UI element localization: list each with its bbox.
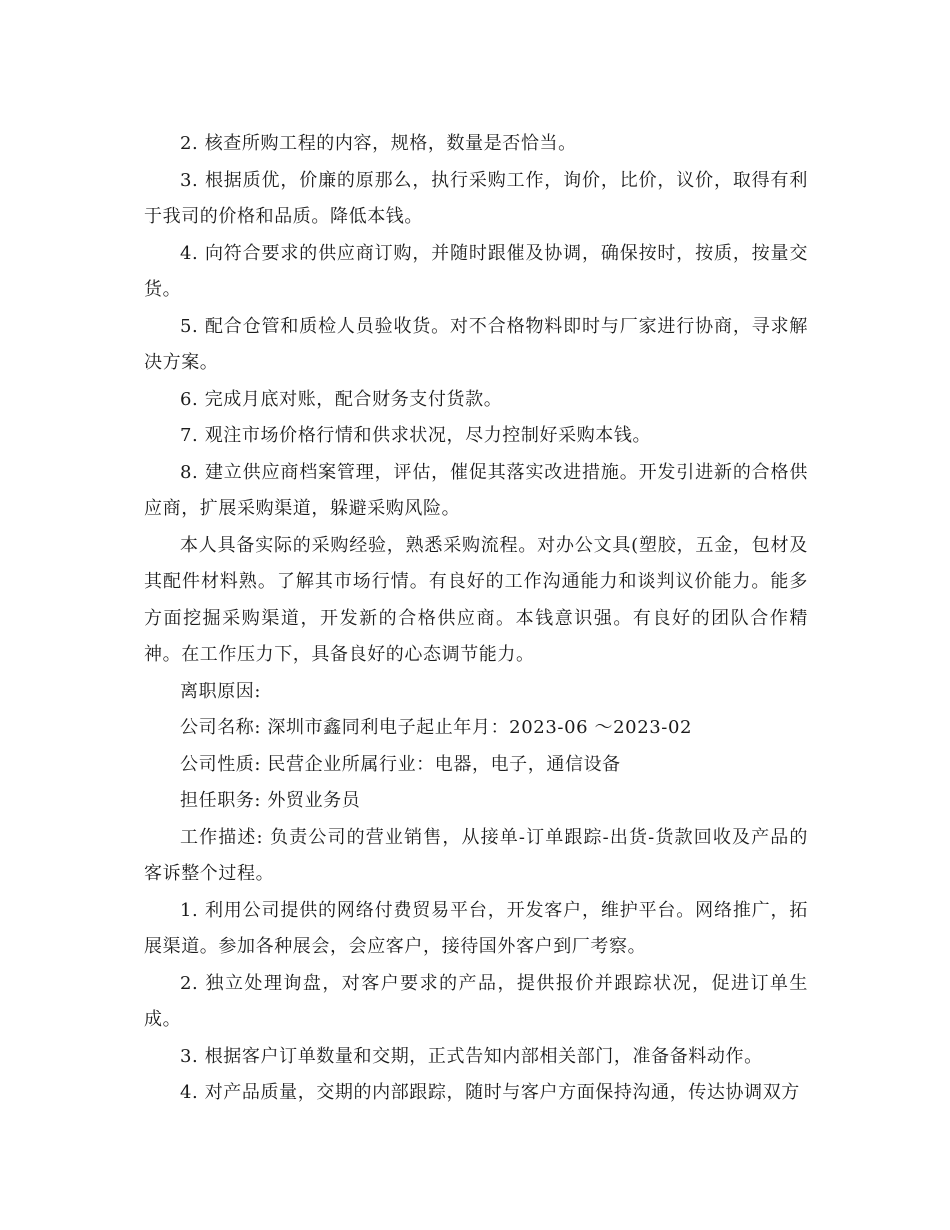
paragraph-position: 担任职务: 外贸业务员 bbox=[180, 790, 361, 811]
paragraph-company-type: 公司性质: 民营企业所属行业：电器，电子，通信设备 bbox=[180, 753, 621, 775]
document-body bbox=[144, 126, 808, 1112]
paragraph-item-7-market: 7. 观注市场价格行情和供求状况，尽力控制好采购本钱。 bbox=[180, 425, 652, 446]
paragraph-duty-4: 4. 对产品质量，交期的内部跟踪，随时与客户方面保持沟通，传达协调双方 bbox=[180, 1082, 800, 1103]
paragraph-item-5-inspection: 5. 配合仓管和质检人员验收货。对不合格物料即时与厂家进行协商，寻求解决方案。 bbox=[144, 315, 808, 373]
paragraph-item-8-supplier: 8. 建立供应商档案管理，评估，催促其落实改进措施。开发引进新的合格供应商，扩展采购渠道，躲避采购风险。 bbox=[144, 461, 808, 519]
paragraph-job-description: 工作描述: 负责公司的营业销售，从接单-订单跟踪-出货-货款回收及产品的客诉整个过程。 bbox=[144, 826, 808, 884]
paragraph-item-6-reconciliation: 6. 完成月底对账，配合财务支付货款。 bbox=[180, 388, 503, 410]
paragraph-item-2-check: 2. 核查所购工程的内容，规格，数量是否恰当。 bbox=[180, 133, 577, 154]
paragraph-company-name: 公司名称: 深圳市鑫同利电子起止年月：2023-06 ～2023-02 bbox=[180, 717, 693, 738]
paragraph-duty-3: 3. 根据客户订单数量和交期，正式告知内部相关部门，准备备料动作。 bbox=[180, 1045, 763, 1067]
paragraph-item-4-order: 4. 向符合要求的供应商订购，并随时跟催及协调，确保按时，按质，按量交货。 bbox=[144, 242, 808, 300]
paragraph-duty-2: 2. 独立处理询盘，对客户要求的产品，提供报价并跟踪状况，促进订单生成。 bbox=[144, 972, 808, 1030]
paragraph-self-evaluation: 本人具备实际的采购经验，熟悉采购流程。对办公文具(塑胶，五金，包材及其配件材料熟。了解其市场行情。有良好的工作沟通能力和谈判议价能力。能多方面挖掘采购渠道，开发新的合格供应商。本钱意识强。有良好的团队合作精神。在工作压力下，具备良好的心态调节能力。 bbox=[144, 534, 808, 665]
paragraph-item-3-quality-price: 3. 根据质优，价廉的原那么，执行采购工作，询价，比价，议价，取得有利于我司的价格和品质。降低本钱。 bbox=[144, 169, 808, 227]
paragraph-leave-reason: 离职原因: bbox=[180, 680, 262, 702]
paragraph-duty-1: 1. 利用公司提供的网络付费贸易平台，开发客户，维护平台。网络推广，拓展渠道。参加各种展会，会应客户，接待国外客户到厂考察。 bbox=[144, 899, 808, 957]
